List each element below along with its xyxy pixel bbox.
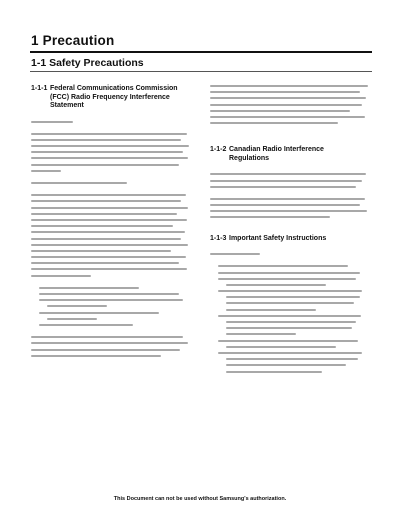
list-item-line <box>226 358 358 360</box>
body-text-line <box>31 151 183 153</box>
body-text-line <box>210 180 362 182</box>
fcc-heading <box>31 85 191 111</box>
list-item-line <box>226 327 352 329</box>
body-text-line <box>31 194 186 196</box>
body-text-line <box>31 164 179 166</box>
fcc-heading-text: Federal Communications Commission (FCC) Radio Frequency Interference Statement <box>50 85 178 109</box>
body-text-line <box>31 275 91 277</box>
list-item-line <box>47 318 97 320</box>
body-text-line <box>31 268 187 270</box>
body-text-line <box>210 253 260 255</box>
body-text-line <box>31 145 189 147</box>
list-item-line <box>218 272 360 274</box>
list-item-line <box>39 312 159 314</box>
body-text-line <box>210 198 365 200</box>
list-item-line <box>226 346 336 348</box>
list-item-line <box>226 284 326 286</box>
list-item-line <box>218 352 362 354</box>
body-text-line <box>31 250 171 252</box>
body-text-line <box>31 207 188 209</box>
body-text-line <box>31 355 161 357</box>
chapter-rule <box>30 51 372 53</box>
body-text-line <box>31 262 179 264</box>
body-text-line <box>31 244 188 246</box>
canadian-heading-number: 1-1-2 <box>210 146 227 154</box>
canadian-heading <box>210 146 370 163</box>
body-text-line <box>210 186 356 188</box>
body-text-line <box>31 200 181 202</box>
body-text-line <box>31 225 173 227</box>
body-text-line <box>31 213 177 215</box>
body-text-line <box>31 342 188 344</box>
body-text-line <box>31 231 185 233</box>
list-item-line <box>218 290 362 292</box>
body-text-line <box>31 219 187 221</box>
list-item-line <box>226 302 354 304</box>
chapter-title: 1 Precaution <box>31 33 115 48</box>
list-item-line <box>218 265 348 267</box>
section-title: 1-1 Safety Precautions <box>31 57 144 69</box>
list-item-line <box>226 321 356 323</box>
fcc-heading-number: 1-1-1 <box>31 85 48 92</box>
body-text-line <box>31 238 181 240</box>
body-text-line <box>210 173 366 175</box>
right-column <box>210 85 370 377</box>
list-item-line <box>39 324 133 326</box>
body-text-line <box>31 349 180 351</box>
body-text-line <box>31 182 127 184</box>
list-item-line <box>226 309 316 311</box>
body-text-line <box>31 133 187 135</box>
body-text-line <box>31 336 183 338</box>
body-text-line <box>210 204 360 206</box>
list-item-line <box>39 299 183 301</box>
body-text-line <box>210 91 360 93</box>
body-text-line <box>210 116 365 118</box>
list-item-line <box>226 371 322 373</box>
body-text-line <box>210 110 350 112</box>
left-column <box>31 85 191 361</box>
body-text-line <box>31 256 186 258</box>
important-heading-text: Important Safety Instructions <box>229 234 327 242</box>
list-item-line <box>218 340 358 342</box>
body-text-line <box>210 216 330 218</box>
body-text-line <box>31 139 181 141</box>
body-text-line <box>210 104 362 106</box>
list-item-line <box>39 293 179 295</box>
body-text-line <box>210 210 367 212</box>
body-text-line <box>210 85 368 87</box>
canadian-heading-text: Canadian Radio Interference Regulations <box>229 146 324 162</box>
page-footer: This Document can not be used without Samsung's authorization. <box>113 496 287 502</box>
body-text-line <box>210 97 366 99</box>
body-text-line <box>31 121 73 123</box>
list-item-line <box>47 305 107 307</box>
list-item-line <box>218 278 356 280</box>
body-text-line <box>31 170 61 172</box>
body-text-line <box>210 122 338 124</box>
list-item-line <box>226 333 296 335</box>
important-heading-number: 1-1-3 <box>210 234 227 242</box>
list-item-line <box>226 296 360 298</box>
list-item-line <box>226 364 346 366</box>
list-item-line <box>218 315 361 317</box>
body-text-line <box>31 157 188 159</box>
important-heading <box>210 235 370 244</box>
section-rule <box>30 71 372 72</box>
list-item-line <box>39 287 139 289</box>
